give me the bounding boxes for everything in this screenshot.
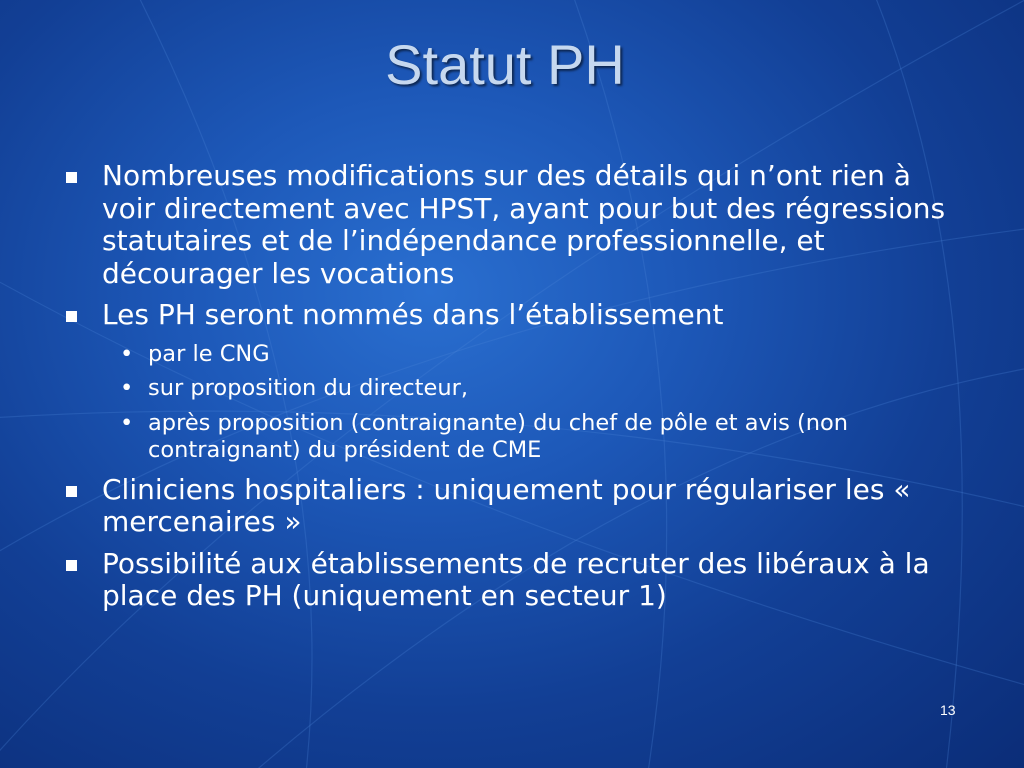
bullet-text: Cliniciens hospitaliers : uniquement pour régulariser les « mercenaires » — [102, 472, 911, 538]
sub-bullet-item — [62, 410, 962, 465]
dot-bullet-icon: • — [120, 375, 134, 401]
square-bullet-icon — [66, 560, 77, 571]
bullet-item — [62, 160, 962, 290]
bullet-text: Possibilité aux établissements de recruter des libéraux à la place des PH (uniquement en secteur 1) — [102, 546, 930, 612]
bullet-item — [62, 299, 962, 332]
slide-title: Statut PH — [385, 33, 625, 96]
dot-bullet-icon: • — [120, 409, 134, 436]
bullet-item — [62, 474, 962, 539]
bullet-item — [62, 548, 962, 613]
sub-bullet-list — [62, 341, 962, 465]
square-bullet-icon — [66, 486, 77, 497]
sub-bullet-text: par le CNG — [148, 340, 270, 367]
square-bullet-icon — [66, 311, 77, 322]
sub-bullet-text: sur proposition du directeur, — [148, 375, 468, 401]
sub-bullet-item — [62, 341, 962, 369]
bullet-text: Nombreuses modifications sur des détails qui n’ont rien à voir directement avec HPST, ayant pour but des régressions statutaires et de l’indépendance professionnelle, et décourager les vocations — [102, 159, 946, 290]
page-number: 13 — [940, 702, 956, 718]
sub-bullet-text: après proposition (contraignante) du chef de pôle et avis (non contraignant) du président de CME — [148, 409, 849, 463]
sub-bullet-item — [62, 375, 962, 403]
bullet-text: Les PH seront nommés dans l’établissement — [102, 298, 724, 331]
slide-content — [62, 160, 962, 622]
dot-bullet-icon: • — [120, 340, 134, 367]
square-bullet-icon — [66, 172, 77, 183]
